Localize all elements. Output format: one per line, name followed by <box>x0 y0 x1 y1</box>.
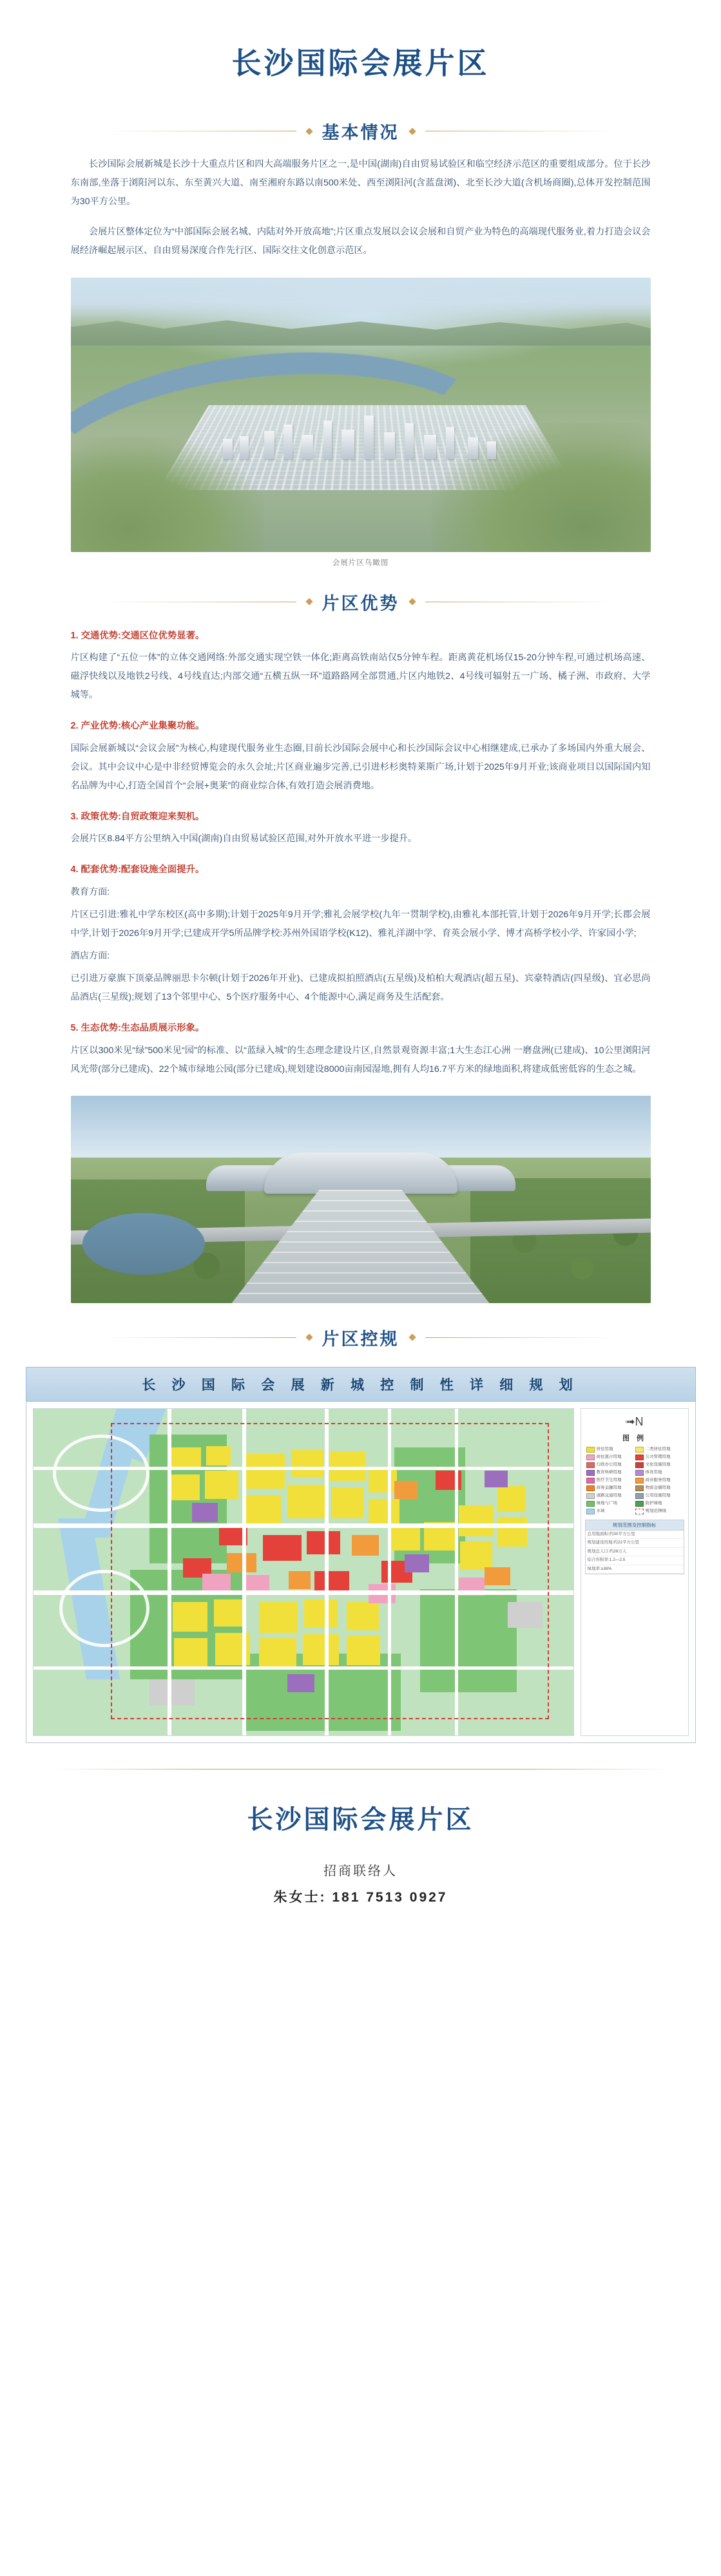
legend-swatch <box>586 1462 595 1468</box>
legend-item <box>586 1493 633 1499</box>
legend-label: 公共管理用地 <box>645 1455 671 1460</box>
legend-item <box>635 1470 682 1476</box>
legend-label: 物流仓储用地 <box>645 1485 671 1491</box>
figure-caption-aerial: 会展片区鸟瞰图 <box>332 558 389 567</box>
legend-swatch <box>635 1455 644 1460</box>
advantage-text-3: 会展片区8.84平方公里纳入中国(湖南)自由贸易试验区范围,对外开放水平进一步提升。 <box>70 834 418 844</box>
advantage-text-5: 片区以300米见“绿”500米见“园”的标准、以“蓝绿入城”的生态理念建设片区,自然景观资源丰富;1大生态江心洲 一磨盘洲(已建成)、10公里浏阳河风光带(部分已建成)、22个城市绿地公园(部分已建成),规划建设8000亩南园湿地,拥有人均16.7平方米的绿地面积,将建成低密低容的生态之城。 <box>70 1045 651 1074</box>
advantage-title-5: 5. 生态优势:生态品质展示形象。 <box>70 1023 205 1034</box>
basic-paragraph-1: 长沙国际会展新城是长沙十大重点片区和四大高端服务片区之一,是中国(湖南)自由贸易试验区和临空经济示范区的重要组成部分。位于长沙东南部,坐落于浏阳河以东、东至黄兴大道、南至湘府东路以南500米处、西至浏阳河(含蓝盘浏)、北至长沙大道(含机场商圈),总体开发控制范围为30平方公里。 <box>70 159 651 207</box>
basic-body <box>71 155 651 261</box>
plan-banner-title: 长 沙 国 际 会 展 新 城 控 制 性 详 细 规 划 <box>26 1367 696 1402</box>
figure-aerial <box>71 278 651 568</box>
legend-item <box>635 1447 682 1453</box>
advantage-text-2: 国际会展新城以“会议会展”为核心,构建现代服务业生态圈,目前长沙国际会展中心和长沙国际会议中心相继建成,已承办了多场国内外重大展会、会议。其中会议中心是中非经贸博览会的永久会址;片区商业遍步完善,已引进杉杉奥特莱斯广场,计划于2025年9月开业;该商业项目以国际国内知名品牌为中心,打造全国首个“会展+奥莱”的商业综合体,有效打造会展消费地。 <box>70 743 651 791</box>
section-title-plan: 片区控规 <box>322 1329 399 1349</box>
page-title: 长沙国际会展片区 <box>231 47 490 80</box>
advantage-body <box>71 627 651 1079</box>
legend-item <box>635 1455 682 1460</box>
diamond-icon <box>409 1334 416 1341</box>
legend-swatch <box>586 1478 595 1484</box>
legend-label: 商务金融用地 <box>596 1485 622 1491</box>
legend-label: 商住混合用地 <box>596 1455 622 1460</box>
plan-note-row: 规划建设用地:约22平方公里 <box>586 1539 684 1547</box>
advantage-subtitle-hotel: 酒店方面: <box>70 951 110 962</box>
legend-label: 道路交通用地 <box>596 1493 622 1498</box>
legend-swatch <box>586 1501 595 1507</box>
legend-item <box>586 1501 633 1507</box>
plan-note-row: 规划总人口:约28万人 <box>586 1548 684 1556</box>
plan-note-row: 绿地率:≥38% <box>586 1565 684 1574</box>
plaza-paving-lines <box>232 1190 490 1303</box>
advantage-title-1: 1. 交通优势:交通区位优势显著。 <box>70 630 205 641</box>
legend-swatch <box>586 1485 595 1491</box>
ornament-line-right <box>425 1337 619 1338</box>
legend-swatch <box>635 1493 644 1499</box>
greenbelt-right <box>432 423 651 552</box>
legend-label: 绿地与广场 <box>596 1501 617 1506</box>
legend-items <box>585 1447 684 1514</box>
zoning-map[interactable] <box>33 1408 574 1736</box>
diamond-icon <box>305 128 312 135</box>
legend-swatch <box>635 1462 644 1468</box>
compass-icon: ➟N <box>625 1415 644 1428</box>
legend-item <box>635 1462 682 1468</box>
section-title-basic: 基本情况 <box>322 123 399 142</box>
exhibition-hall-main <box>264 1152 457 1194</box>
diamond-icon <box>305 598 312 605</box>
legend-item <box>586 1447 633 1453</box>
legend-swatch <box>586 1470 595 1476</box>
plan-note-table <box>585 1520 684 1574</box>
advantage-title-2: 2. 产业优势:核心产业集聚功能。 <box>70 721 205 732</box>
legend-swatch <box>586 1493 595 1499</box>
legend-label: 水域 <box>596 1509 605 1514</box>
legend-item <box>586 1509 633 1514</box>
tree-cluster-right <box>470 1178 651 1303</box>
legend-label: 行政办公用地 <box>596 1462 622 1467</box>
legend-label: 教育科研用地 <box>596 1470 622 1475</box>
advantage-text-hotel: 已引进万豪旗下顶豪品牌丽思卡尔顿(计划于2026年开业)、已建成拟拍照酒店(五星级)及柏柏大观酒店(超五星)、宾豪特酒店(四星级)、宜必思尚品酒店(三星级);规划了13个邻里中心、5个医疗服务中心、4个能源中心,满足商务及生活配套。 <box>70 973 651 1003</box>
panorama-photo <box>71 1096 651 1303</box>
legend-swatch <box>635 1485 644 1491</box>
footer-contact: 朱女士: 181 7513 0927 <box>273 1889 448 1905</box>
footer-title: 长沙国际会展片区 <box>247 1804 474 1834</box>
legend-swatch <box>635 1447 644 1453</box>
greenbelt-left <box>71 436 264 552</box>
legend-swatch <box>635 1470 644 1476</box>
legend-label: 二类居住用地 <box>645 1447 671 1452</box>
legend-title: 图 例 <box>622 1434 647 1442</box>
legend-label: 公用设施用地 <box>645 1493 671 1498</box>
legend-item <box>586 1470 633 1476</box>
lake <box>82 1213 205 1275</box>
plan-note-row: 总用地面积:约30平方公里 <box>586 1531 684 1539</box>
section-title-advantage: 片区优势 <box>322 593 399 613</box>
legend-item <box>635 1501 682 1507</box>
legend-item <box>635 1509 682 1514</box>
footer-subtitle: 招商联络人 <box>323 1864 398 1878</box>
plan-note-title: 规划范围及控制指标 <box>586 1520 684 1531</box>
advantage-text-1: 片区构建了“五位一体”的立体交通网络:外部交通实现空铁一体化;距离高铁南站仅5分钟车程。距离黄花机场仅15-20分钟车程,可通过机场高速、磁浮快线以及地铁2号线、4号线直达;内部交通“五横五纵一环”道路路网全部贯通,片区内地铁2、4号线可辐射五一广场、橘子洲、市政府、大学城等。 <box>70 652 651 701</box>
sky-band <box>71 1096 651 1158</box>
legend-swatch <box>635 1501 644 1507</box>
advantage-title-4: 4. 配套优势:配套设施全面提升。 <box>70 864 205 875</box>
legend-item <box>586 1478 633 1484</box>
section-header-advantage <box>0 589 721 615</box>
legend-item <box>586 1485 633 1491</box>
legend-label: 医疗卫生用地 <box>596 1478 622 1483</box>
diamond-icon <box>305 1334 312 1341</box>
diamond-icon <box>409 128 416 135</box>
legend-item <box>586 1455 633 1460</box>
legend-swatch <box>635 1478 644 1484</box>
legend-item <box>586 1462 633 1468</box>
advantage-text-education: 片区已引进:雅礼中学东校区(高中多期);计划于2025年9月开学;雅礼会展学校(九年一贯制学校),由雅礼本部托管,计划于2026年9月开学;长郡会展中学,计划于2026年9月开学;已建成开学5所品牌学校:苏州外国语学校(K12)、雅礼洋湖中学、育英会展小学、博才高桥学校小学、许家园小学; <box>70 909 651 939</box>
map-legend-panel <box>581 1408 689 1736</box>
legend-label: 防护绿地 <box>645 1501 662 1506</box>
legend-swatch <box>586 1509 595 1514</box>
legend-label: 体育用地 <box>645 1470 662 1475</box>
legend-item <box>635 1478 682 1484</box>
legend-item <box>635 1485 682 1491</box>
legend-item <box>635 1493 682 1499</box>
plan-body <box>26 1402 696 1743</box>
legend-label: 规划范围线 <box>645 1509 666 1514</box>
legend-swatch <box>635 1509 644 1514</box>
aerial-render-image <box>71 278 651 552</box>
section-header-plan <box>0 1325 721 1350</box>
plan-boundary <box>111 1423 549 1719</box>
legend-swatch <box>586 1447 595 1453</box>
advantage-title-3: 3. 政策优势:自贸政策迎来契机。 <box>70 811 205 822</box>
legend-swatch <box>586 1455 595 1460</box>
basic-paragraph-2: 会展片区整体定位为“中部国际会展名城、内陆对外开放高地”;片区重点发展以会议会展和自贸产业为特色的高端现代服务业,着力打造会议会展经济崛起展示区、自由贸易深度合作先行区、国际交往文化创意示范区。 <box>70 227 651 256</box>
figure-panorama <box>71 1096 651 1303</box>
legend-label: 居住用地 <box>596 1447 613 1452</box>
advantage-subtitle-education: 教育方面: <box>70 886 110 897</box>
plan-figure <box>26 1367 696 1743</box>
section-header-basic <box>0 119 721 144</box>
legend-label: 文化设施用地 <box>645 1462 671 1467</box>
diamond-icon <box>409 598 416 605</box>
ornament-line-left <box>103 1337 296 1338</box>
plan-note-row: 综合容积率:1.2—2.5 <box>586 1556 684 1565</box>
legend-label: 商业服务用地 <box>645 1478 671 1483</box>
